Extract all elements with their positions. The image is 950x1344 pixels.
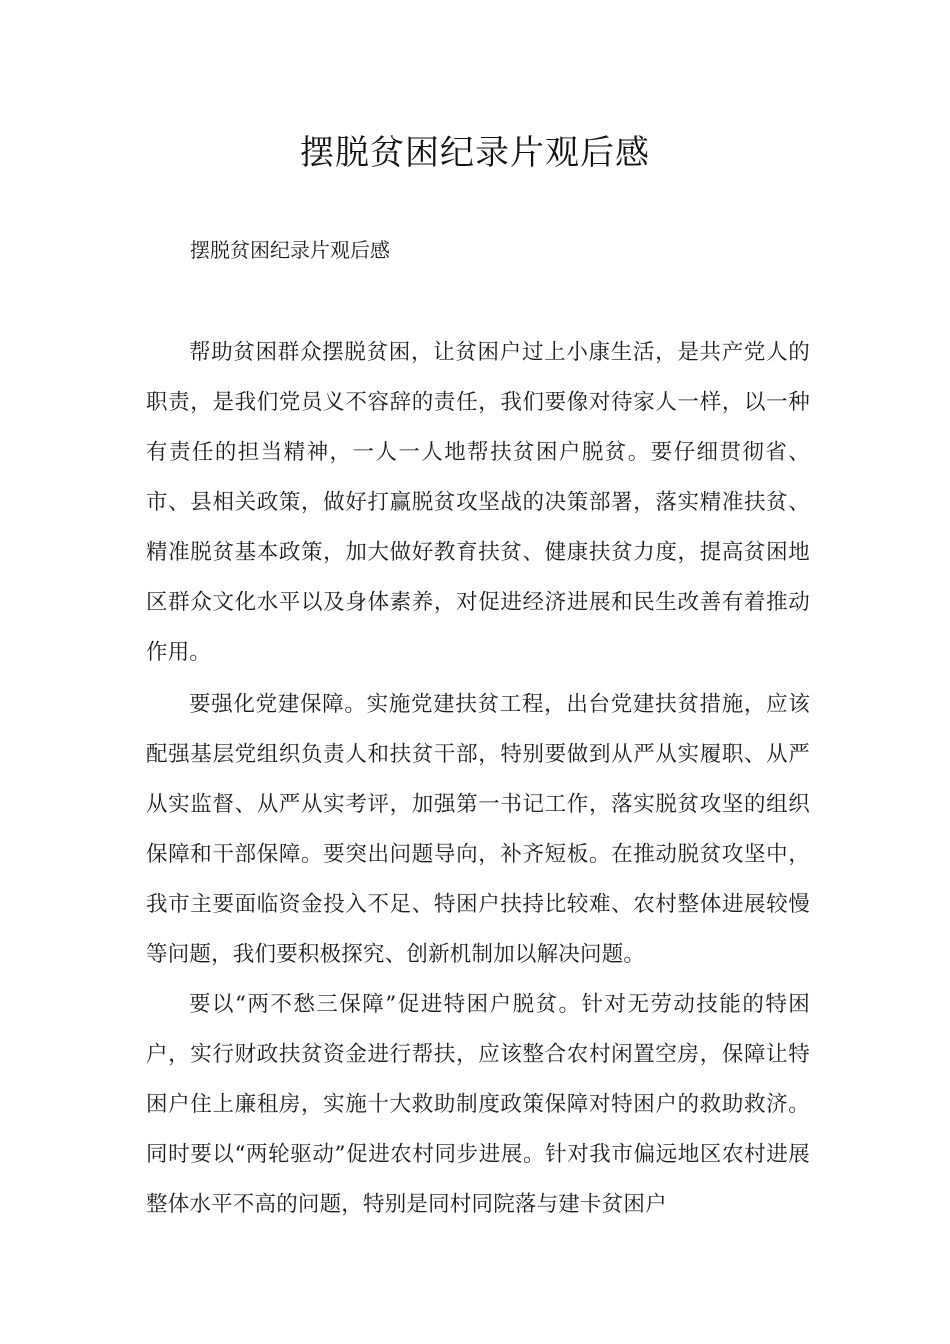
paragraph: 帮助贫困群众摆脱贫困，让贫困户过上小康生活，是共产党人的职责，是我们党员义不容辞的责任，我们要像对待家人一样，以一种有责任的担当精神，一人一人地帮扶贫困户脱贫。要仔细贯彻省、市、县相关政策，做好打赢脱贫攻坚战的决策部署，落实精准扶贫、精准脱贫基本政策，加大做好教育扶贫、健康扶贫力度，提高贫困地区群众文化水平以及身体素养，对促进经济进展和民生改善有着推动作用。 <box>146 340 810 665</box>
document-title: 摆脱贫困纪录片观后感 <box>300 133 650 173</box>
paragraph: 要强化党建保障。实施党建扶贫工程，出台党建扶贫措施，应该配强基层党组织负责人和扶贫干部，特别要做到从严从实履职、从严从实监督、从严从实考评，加强第一书记工作，落实脱贫攻坚的组织保障和干部保障。要突出问题导向，补齐短板。在推动脱贫攻坚中，我市主要面临资金投入不足、特困户扶持比较难、农村整体进展较慢等问题，我们要积极探究、创新机制加以解决问题。 <box>146 692 810 967</box>
document-body <box>146 328 810 1230</box>
document-subtitle: 摆脱贫困纪录片观后感 <box>190 238 390 262</box>
paragraph: 要以“两不愁三保障”促进特困户脱贫。针对无劳动技能的特困户，实行财政扶贫资金进行帮扶，应该整合农村闲置空房，保障让特困户住上廉租房，实施十大救助制度政策保障对特困户的救助救济。同时要以“两轮驱动”促进农村同步进展。针对我市偏远地区农村进展整体水平不高的问题，特别是同村同院落与建卡贫困户 <box>146 992 810 1217</box>
